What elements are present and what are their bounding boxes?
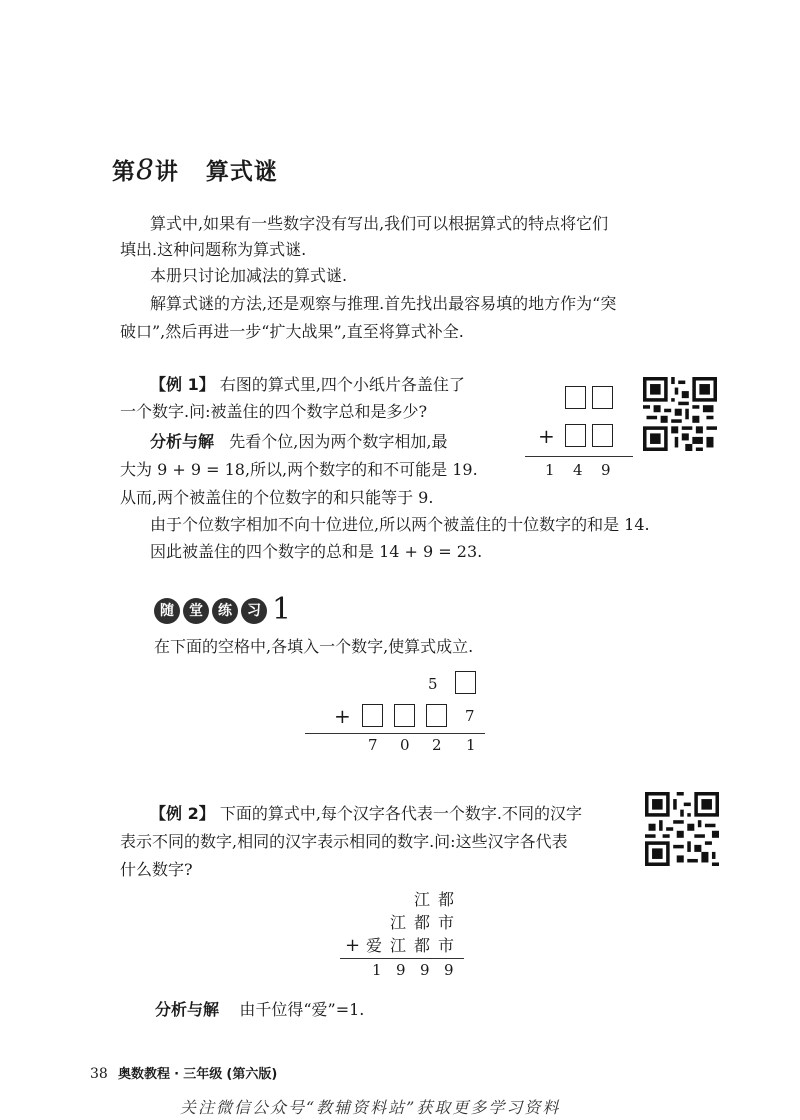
result-digit: 7	[368, 736, 378, 754]
lesson-prefix: 第	[112, 159, 136, 185]
intro-p3-line1: 解算式谜的方法,还是观察与推理.首先找出最容易填的地方作为“突	[150, 294, 617, 313]
example1-question-line1	[150, 373, 465, 397]
lesson-number: 8	[136, 153, 155, 186]
sum-line	[340, 958, 464, 959]
lesson-title	[112, 153, 278, 186]
char-digit: 都	[438, 890, 455, 909]
covered-digit-box	[592, 386, 613, 409]
sum-line	[525, 456, 633, 457]
page-footer	[90, 1063, 277, 1082]
example2-question-line3: 什么数字?	[120, 860, 193, 879]
practice-badge-row	[154, 598, 267, 624]
book-title: 奥数教程	[117, 1067, 170, 1082]
example1-question-line2: 一个数字.问:被盖住的四个数字总和是多少?	[120, 402, 428, 421]
practice-number: 1	[272, 592, 292, 627]
page-number: 38	[90, 1066, 108, 1082]
practice-badge: 习	[241, 598, 267, 624]
example1-analysis-line3: 从而,两个被盖住的个位数字的和只能等于 9.	[120, 488, 434, 507]
addend-digit: 5	[428, 675, 438, 693]
char-digit: 市	[438, 913, 455, 932]
result-digit: 2	[432, 736, 442, 754]
char-digit: 爱	[366, 936, 383, 955]
char-digit: 都	[414, 913, 431, 932]
covered-digit-box	[592, 424, 613, 447]
example2-q1: 下面的算式中,每个汉字各代表一个数字.不同的汉字	[219, 804, 582, 823]
blank-digit-box[interactable]	[426, 704, 447, 727]
plus-sign: +	[345, 935, 361, 956]
sum-digit: 9	[601, 461, 611, 479]
example1-analysis-line4: 由于个位数字相加不向十位进位,所以两个被盖住的十位数字的和是 14.	[150, 515, 650, 534]
result-digit: 1	[372, 961, 382, 979]
result-digit: 9	[420, 961, 430, 979]
example2-analysis-text: 由千位得“爱”=1.	[239, 1000, 365, 1019]
example1-a1: 先看个位,因为两个数字相加,最	[229, 432, 448, 451]
char-digit: 江	[414, 890, 431, 909]
result-digit: 0	[400, 736, 410, 754]
example2-question-line1	[150, 802, 582, 826]
result-digit: 9	[396, 961, 406, 979]
char-digit: 都	[414, 936, 431, 955]
practice-badge: 随	[154, 598, 180, 624]
sum-digit: 1	[545, 461, 555, 479]
lesson-unit: 讲	[154, 159, 179, 185]
example2-analysis	[155, 998, 364, 1022]
example1-analysis-line5: 因此被盖住的四个数字的总和是 14 + 9 = 23.	[150, 542, 483, 561]
example2-question-line2: 表示不同的数字,相同的汉字表示相同的数字.问:这些汉字各代表	[120, 832, 568, 851]
result-digit: 9	[444, 961, 454, 979]
blank-digit-box[interactable]	[394, 704, 415, 727]
practice-badge: 练	[212, 598, 238, 624]
intro-p3-line2: 破口”,然后再进一步“扩大战果”,直至将算式补全.	[120, 322, 464, 341]
result-digit: 1	[466, 736, 476, 754]
sum-line	[305, 733, 485, 734]
intro-p2: 本册只讨论加减法的算式谜.	[150, 266, 348, 285]
qr-code-icon[interactable]	[645, 792, 719, 866]
watermark-text: 关注微信公众号“教辅资料站”获取更多学习资料	[180, 1098, 561, 1117]
example2-label: 【例 2】	[150, 804, 215, 823]
sum-digit: 4	[573, 461, 583, 479]
intro-p1-line2: 填出.这种问题称为算式谜.	[120, 240, 307, 259]
lesson-name: 算式谜	[205, 159, 278, 185]
char-digit: 江	[390, 936, 407, 955]
blank-digit-box[interactable]	[362, 704, 383, 727]
qr-code-icon[interactable]	[643, 377, 717, 451]
blank-digit-box[interactable]	[455, 671, 476, 694]
example1-analysis-line1	[150, 430, 447, 454]
example2-analysis-label: 分析与解	[155, 1000, 220, 1019]
example1-analysis-line2: 大为 9 + 9 = 18,所以,两个数字的和不可能是 19.	[120, 460, 478, 479]
plus-sign: +	[538, 424, 555, 448]
footer-separator: ·	[174, 1067, 180, 1082]
example1-q1: 右图的算式里,四个小纸片各盖住了	[219, 375, 465, 394]
addend-digit: 7	[465, 707, 475, 725]
char-digit: 江	[390, 913, 407, 932]
intro-p1-line1: 算式中,如果有一些数字没有写出,我们可以根据算式的特点将它们	[150, 214, 609, 233]
example1-analysis-label: 分析与解	[150, 432, 215, 451]
covered-digit-box	[565, 424, 586, 447]
plus-sign: +	[334, 704, 351, 728]
practice-instruction: 在下面的空格中,各填入一个数字,使算式成立.	[154, 637, 474, 656]
covered-digit-box	[565, 386, 586, 409]
book-edition: (第六版)	[226, 1067, 278, 1082]
char-digit: 市	[438, 936, 455, 955]
example1-label: 【例 1】	[150, 375, 215, 394]
book-grade: 三年级	[183, 1067, 223, 1082]
practice-badge: 堂	[183, 598, 209, 624]
